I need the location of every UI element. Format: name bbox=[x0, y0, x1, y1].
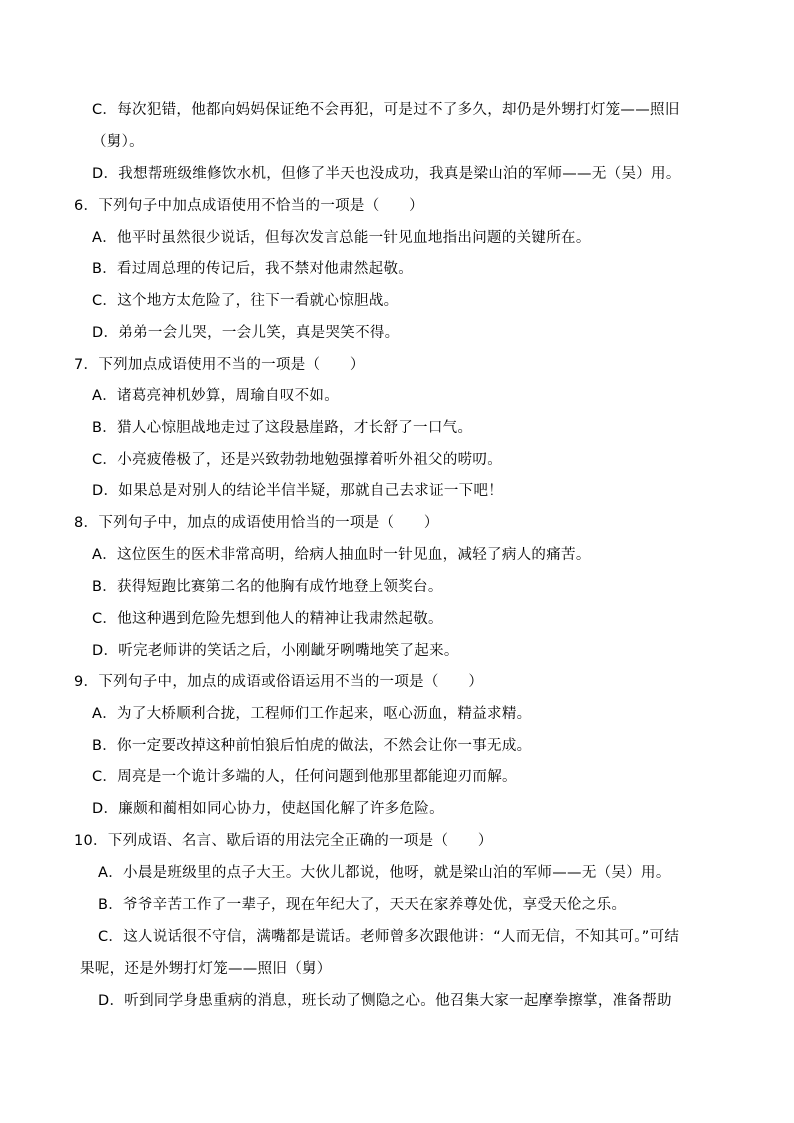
question-8: 8．下列句子中，加点的成语使用恰当的一项是（ ） bbox=[74, 515, 439, 531]
q6-option-a: A．他平时虽然很少说话，但每次发言总能一针见血地指出问题的关键所在。 bbox=[92, 230, 591, 246]
q10-option-d: D．听到同学身患重病的消息，班长动了恻隐之心。他召集大家一起摩拳擦掌，准备帮助 bbox=[98, 993, 672, 1009]
q10-option-b: B．爷爷辛苦工作了一辈子，现在年纪大了，天天在家养尊处优，享受天伦之乐。 bbox=[98, 897, 627, 913]
q9-option-d: D．廉颇和蔺相如同心协力，使赵国化解了许多危险。 bbox=[92, 801, 444, 817]
q5-option-c-continued: （舅）。 bbox=[92, 134, 144, 150]
q8-option-b: B．获得短跑比赛第二名的他胸有成竹地登上领奖台。 bbox=[92, 579, 443, 595]
question-9: 9．下列句子中，加点的成语或俗语运用不当的一项是（ ） bbox=[74, 674, 484, 690]
q6-option-d: D．弟弟一会儿哭，一会儿笑，真是哭笑不得。 bbox=[92, 325, 400, 341]
q5-option-d: D．我想帮班级维修饮水机，但修了半天也没成功，我真是梁山泊的军师——无（吴）用。 bbox=[92, 166, 681, 182]
question-6: 6．下列句子中加点成语使用不恰当的一项是（ ） bbox=[74, 198, 424, 214]
q10-option-c: C．这人说话很不守信，满嘴都是谎话。老师曾多次跟他讲：“人而无信，不知其可。”可结 bbox=[98, 929, 680, 945]
question-7: 7．下列加点成语使用不当的一项是（ ） bbox=[74, 357, 365, 373]
q7-option-c: C．小亮疲倦极了，还是兴致勃勃地勉强撑着听外祖父的唠叨。 bbox=[92, 452, 503, 468]
q8-option-a: A．这位医生的医术非常高明，给病人抽血时一针见血，减轻了病人的痛苦。 bbox=[92, 547, 591, 563]
q5-option-c: C．每次犯错，他都向妈妈保证绝不会再犯，可是过不了多久，却仍是外甥打灯笼——照旧 bbox=[92, 102, 680, 118]
question-10: 10．下列成语、名言、歇后语的用法完全正确的一项是（ ） bbox=[74, 833, 493, 849]
q7-option-b: B．猎人心惊胆战地走过了这段悬崖路，才长舒了一口气。 bbox=[92, 420, 473, 436]
q9-option-c: C．周亮是一个诡计多端的人，任何问题到他那里都能迎刃而解。 bbox=[92, 769, 517, 785]
q6-option-c: C．这个地方太危险了，往下一看就心惊胆战。 bbox=[92, 293, 399, 309]
q9-option-b: B．你一定要改掉这种前怕狼后怕虎的做法，不然会让你一事无成。 bbox=[92, 738, 532, 754]
q7-option-a: A．诸葛亮神机妙算，周瑜自叹不如。 bbox=[92, 388, 340, 404]
q7-option-d: D．如果总是对别人的结论半信半疑，那就自己去求证一下吧！ bbox=[92, 483, 504, 499]
q10-option-a: A．小晨是班级里的点子大王。大伙儿都说，他呀，就是梁山泊的军师——无（吴）用。 bbox=[98, 865, 671, 881]
q8-option-c: C．他这种遇到危险先想到他人的精神让我肃然起敬。 bbox=[92, 611, 443, 627]
q8-option-d: D．听完老师讲的笑话之后，小刚龇牙咧嘴地笑了起来。 bbox=[92, 643, 459, 659]
q9-option-a: A．为了大桥顺利合拢，工程师们工作起来，呕心沥血，精益求精。 bbox=[92, 706, 532, 722]
q6-option-b: B．看过周总理的传记后，我不禁对他肃然起敬。 bbox=[92, 261, 414, 277]
q10-option-c-continued: 果呢，还是外甥打灯笼——照旧（舅） bbox=[80, 961, 332, 977]
